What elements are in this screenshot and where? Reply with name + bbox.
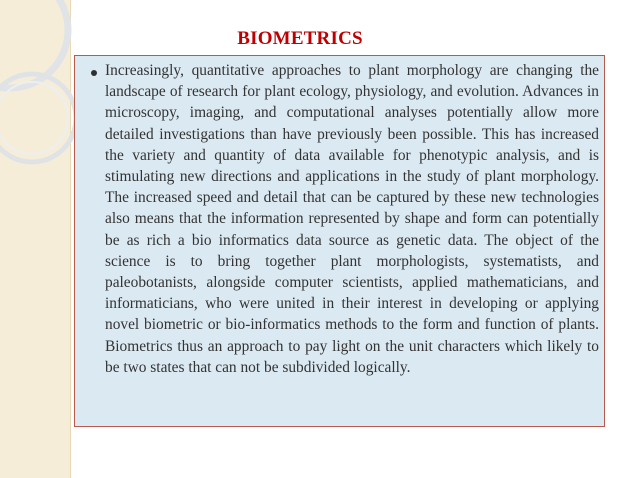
slide-title: BIOMETRICS (237, 28, 363, 49)
content-box (74, 55, 605, 427)
bullet-icon (91, 70, 97, 76)
bullet-paragraph: Increasingly, quantitative approaches to plant morphology are changing the landscape of research for plant ecology, physiology, and evolution. Advances in microscopy, imaging, and computational analyses potentially allow more detailed investigations than have previously been possible. This has increased the variety and quantity of data available for phenotypic analysis, and is stimulating new directions and applications in the study of plant morphology. The increased speed and detail that can be captured by these new technologies also means that the information represented by shape and form can potentially be as rich a bio informatics data source as genetic data. The object of the science is to bring together plant morphologists, systematists, and paleobotanists, alongside computer scientists, applied mathematicians, and informaticians, who were united in their interest in developing or applying novel biometric or bio-informatics methods to the form and function of plants. Biometrics thus an approach to pay light on the unit characters which likely to be two states that can not be subdivided logically. (105, 62, 599, 376)
